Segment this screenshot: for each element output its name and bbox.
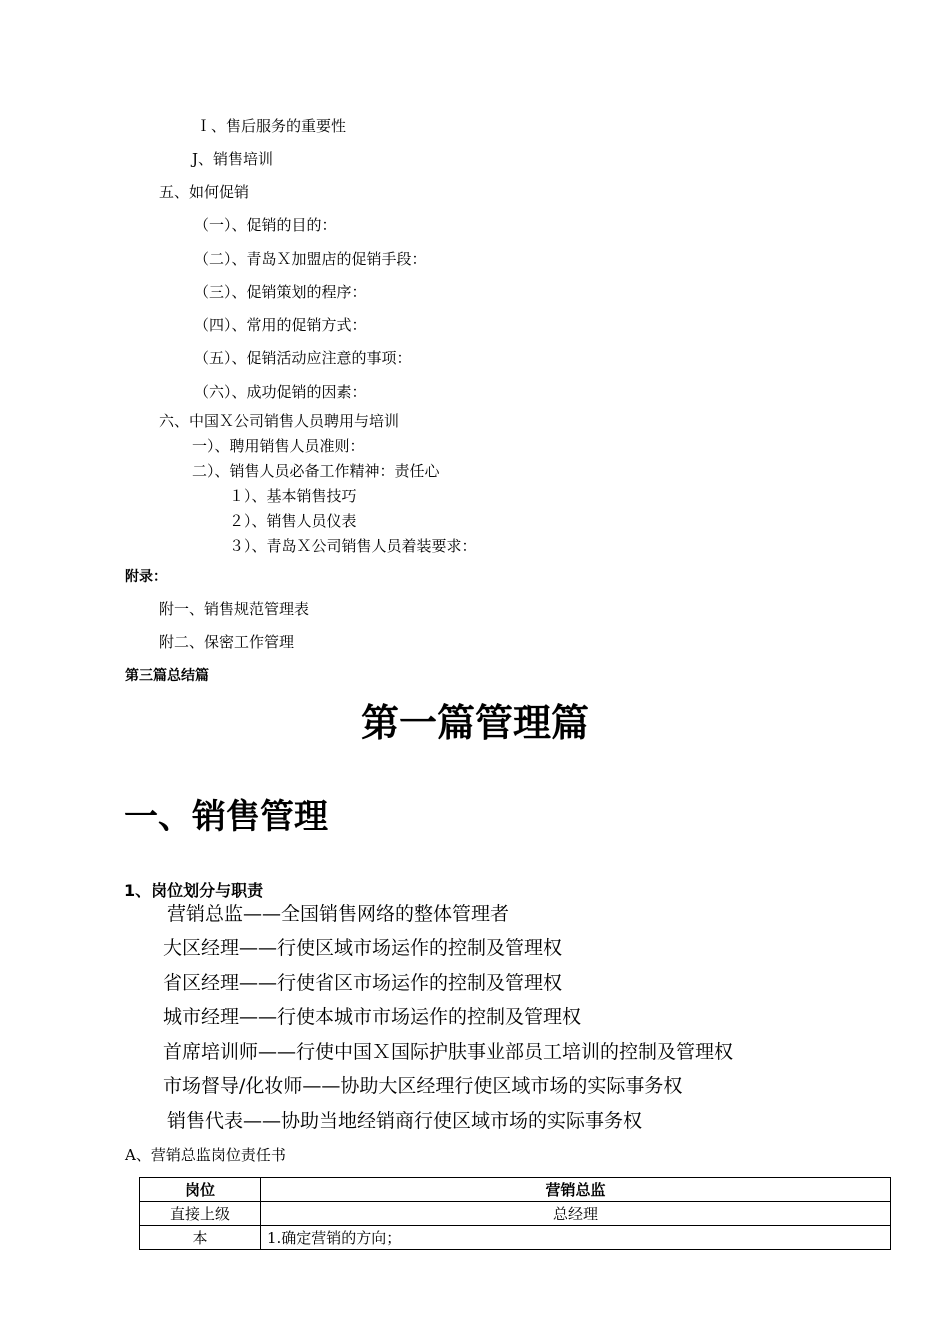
toc-s6-1: 一）、聘用销售人员准则： — [192, 437, 365, 455]
role-line: 市场督导/化妆师——协助大区经理行使区域市场的实际事务权 — [163, 1075, 683, 1097]
table-caption: A、营销总监岗位责任书 — [125, 1146, 286, 1164]
part-title: 第一篇管理篇 — [360, 701, 589, 745]
toc-part-3: 第三篇总结篇 — [125, 668, 209, 684]
appendix-label: 附录： — [125, 569, 167, 585]
table-header-cell: 岗位 — [140, 1178, 261, 1202]
toc-s6-2-1: １）、基本销售技巧 — [229, 487, 357, 505]
table-row — [140, 1202, 891, 1226]
toc-section-5: 五、如何促销 — [159, 183, 250, 201]
toc-s5-3: （三）、促销策划的程序： — [194, 283, 367, 301]
toc-section-6: 六、中国Ｘ公司销售人员聘用与培训 — [159, 412, 400, 430]
toc-s6-2: 二）、销售人员必备工作精神：责任心 — [192, 462, 440, 480]
table-header-row — [140, 1178, 891, 1202]
role-line: 大区经理——行使区域市场运作的控制及管理权 — [163, 937, 563, 959]
toc-s5-1: （一）、促销的目的： — [194, 216, 337, 234]
role-line: 销售代表——协助当地经销商行使区域市场的实际事务权 — [167, 1110, 643, 1132]
toc-s5-2: （二）、青岛Ｘ加盟店的促销手段： — [194, 250, 427, 268]
appendix-item-1: 附一、销售规范管理表 — [159, 600, 310, 618]
table-cell: 1.确定营销的方向； — [261, 1226, 891, 1250]
toc-item-j: J、销售培训 — [192, 150, 274, 168]
table-cell: 直接上级 — [140, 1202, 261, 1226]
table-cell: 本 — [140, 1226, 261, 1250]
toc-item-i: Ｉ、售后服务的重要性 — [196, 117, 347, 135]
table-cell: 总经理 — [261, 1202, 891, 1226]
role-line: 营销总监——全国销售网络的整体管理者 — [167, 903, 510, 925]
subsection-title: 1、岗位划分与职责 — [124, 881, 264, 900]
role-line: 城市经理——行使本城市市场运作的控制及管理权 — [163, 1006, 582, 1028]
toc-s5-4: （四）、常用的促销方式： — [194, 316, 367, 334]
table-row — [140, 1226, 891, 1250]
toc-s6-2-3: ３）、青岛Ｘ公司销售人员着装要求： — [229, 537, 477, 555]
toc-s5-5: （五）、促销活动应注意的事项： — [194, 349, 412, 367]
role-line: 省区经理——行使省区市场运作的控制及管理权 — [163, 972, 563, 994]
table-header-cell: 营销总监 — [261, 1178, 891, 1202]
appendix-item-2: 附二、保密工作管理 — [159, 633, 295, 651]
chapter-title: 一、销售管理 — [124, 797, 328, 837]
toc-s5-6: （六）、成功促销的因素： — [194, 383, 367, 401]
toc-s6-2-2: ２）、销售人员仪表 — [229, 512, 357, 530]
role-line: 首席培训师——行使中国Ｘ国际护肤事业部员工培训的控制及管理权 — [163, 1041, 734, 1063]
responsibility-table — [139, 1177, 891, 1250]
